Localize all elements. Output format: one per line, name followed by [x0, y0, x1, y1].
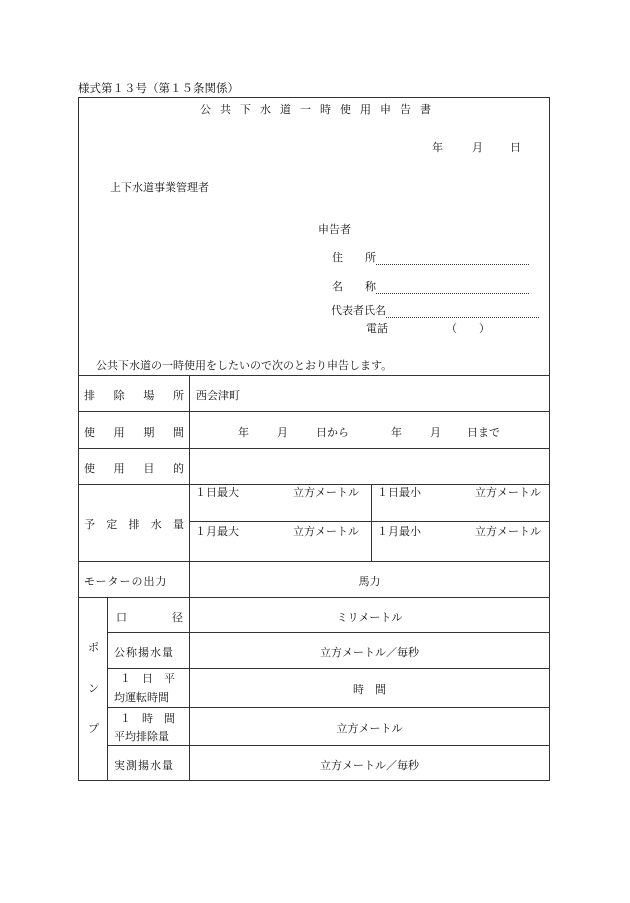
pump-hourly-unit[interactable]: 立方メートル — [336, 722, 403, 735]
pump-hours-label-2: 均運転時間 — [114, 691, 169, 704]
representative-input-line[interactable] — [386, 305, 539, 318]
pump-hours-label-1: １ 日 平 — [120, 672, 175, 685]
rule-4 — [78, 561, 550, 562]
motor-label: モーターの出力 — [84, 575, 168, 588]
recipient: 上下水道事業管理者 — [110, 181, 209, 194]
label-char: 予 — [84, 518, 95, 531]
day-min-unit: 立方メートル — [475, 486, 541, 499]
pump-label-1: ポ — [88, 641, 99, 654]
rule-pump-2 — [107, 668, 550, 669]
label-char: 排 — [128, 518, 140, 531]
label-char: 使 — [84, 426, 95, 439]
rule-2 — [78, 448, 550, 449]
pump-measured-label: 実測揚水量 — [114, 759, 174, 772]
name-input-line[interactable] — [376, 281, 529, 294]
label-char: 定 — [106, 518, 118, 531]
label-char: 場 — [143, 389, 155, 402]
period-month-to: 月 — [430, 426, 441, 439]
day-max-label: １日最大 — [195, 486, 239, 499]
period-month-from: 月 — [277, 426, 288, 439]
label-char: 水 — [150, 518, 162, 531]
period-day-from: 日から — [316, 426, 349, 439]
address-field — [332, 249, 529, 265]
period-year-from: 年 — [238, 426, 249, 439]
name-field — [332, 278, 529, 294]
month-min-label: １月最小 — [377, 525, 421, 538]
period-label — [84, 424, 184, 440]
rule-top-table — [78, 375, 550, 376]
phone-field — [366, 320, 490, 336]
phone-label: 電話 — [366, 322, 388, 335]
pump-bore-label: 口 径 — [116, 611, 186, 624]
pump-label-2: ン — [88, 682, 99, 695]
label-char: 目 — [143, 462, 155, 475]
address-input-line[interactable] — [376, 252, 529, 265]
label-char: 除 — [113, 389, 125, 402]
form-title: 公共下水道一時使用申告書 — [200, 103, 440, 116]
planned-volume-label — [84, 516, 184, 532]
pump-divider — [107, 597, 108, 781]
rule-pump-1 — [107, 632, 550, 633]
rule-pump-4 — [107, 745, 550, 746]
period-day-to: 日まで — [467, 426, 500, 439]
motor-unit[interactable]: 馬力 — [358, 575, 381, 588]
day-max-cell[interactable] — [195, 484, 367, 502]
phone-paren: （ ） — [446, 322, 490, 335]
day-min-label: １日最小 — [377, 486, 421, 499]
label-char: 間 — [172, 426, 184, 439]
form-id: 様式第１３号（第１５条関係） — [78, 81, 239, 95]
purpose-label — [84, 460, 184, 476]
label-char: 期 — [143, 426, 155, 439]
label-char: 所 — [172, 389, 184, 402]
representative-label: 代表者氏名 — [331, 304, 386, 317]
pump-label-3: プ — [88, 722, 99, 735]
month-max-unit: 立方メートル — [293, 525, 359, 538]
discharge-place-value[interactable]: 西会津町 — [196, 389, 240, 402]
pump-nominal-label: 公称揚水量 — [114, 646, 174, 659]
day-max-unit: 立方メートル — [293, 486, 359, 499]
rule-vol-mid — [189, 521, 550, 522]
label-char: 用 — [113, 426, 125, 439]
month-min-cell[interactable] — [377, 523, 549, 541]
label-char: 使 — [84, 462, 95, 475]
label-char: 用 — [113, 462, 125, 475]
month-max-cell[interactable] — [195, 523, 367, 541]
pump-hours-unit[interactable]: 時 間 — [353, 683, 386, 696]
representative-field — [331, 302, 539, 318]
address-label: 住 所 — [332, 251, 376, 264]
rule-pump-3 — [107, 707, 550, 708]
pump-bore-unit[interactable]: ミリメートル — [336, 611, 403, 624]
month-max-label: １月最大 — [195, 525, 239, 538]
label-char: 排 — [84, 389, 95, 402]
month-min-unit: 立方メートル — [475, 525, 541, 538]
rule-1 — [78, 411, 550, 412]
discharge-place-label — [84, 387, 184, 403]
rule-5 — [78, 597, 550, 598]
date-month: 月 — [472, 141, 483, 154]
pump-hourly-label-2: 平均排除量 — [114, 730, 169, 743]
pump-hourly-label-1: １ 時 間 — [120, 712, 175, 725]
pump-nominal-unit[interactable]: 立方メートル／毎秒 — [320, 646, 419, 659]
label-char: 的 — [172, 462, 184, 475]
applicant-heading: 申告者 — [318, 223, 351, 236]
day-min-cell[interactable] — [377, 484, 549, 502]
label-char: 量 — [173, 518, 184, 531]
date-day: 日 — [510, 141, 521, 154]
pump-measured-unit[interactable]: 立方メートル／毎秒 — [320, 759, 419, 772]
vol-divider — [371, 484, 372, 561]
statement: 公共下水道の一時使用をしたいので次のとおり申告します。 — [96, 359, 393, 372]
period-year-to: 年 — [391, 426, 402, 439]
name-label: 名 称 — [332, 280, 376, 293]
date-year: 年 — [432, 141, 443, 154]
